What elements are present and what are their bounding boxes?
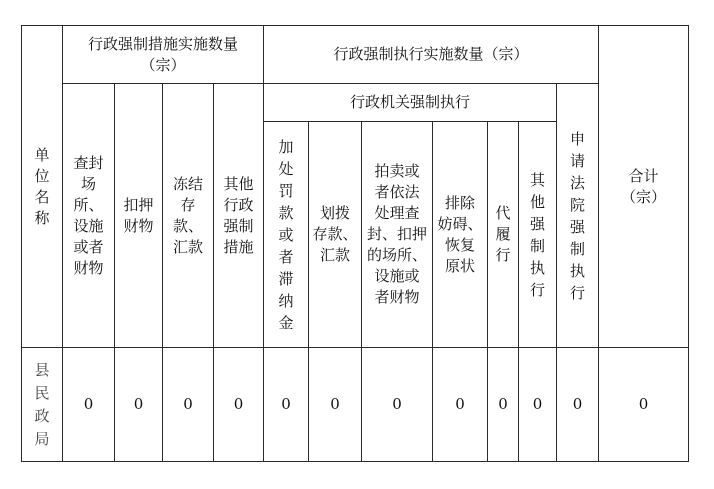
table-row [22, 348, 689, 462]
admin-col-fine: 加 处 罚 款 或 者 滞 纳 金 [264, 122, 309, 348]
value-admin-remove-obstruction: 0 [433, 348, 488, 462]
admin-col-substitute: 代 履 行 [488, 122, 519, 348]
measures-count-header: 行政强制措施实施数量 （宗） [63, 26, 264, 84]
header-row-1 [22, 26, 689, 84]
admin-col-other: 其 他 强 制 执 行 [519, 122, 557, 348]
value-measure-seal: 0 [63, 348, 115, 462]
admin-col-auction: 拍卖或 者依法 处理查 封、扣押 的场所、 设施或 者财物 [362, 122, 433, 348]
value-admin-transfer: 0 [309, 348, 362, 462]
value-measure-other: 0 [214, 348, 264, 462]
value-total: 0 [599, 348, 689, 462]
header-row-2 [22, 84, 689, 122]
measure-col-freeze: 冻结 存 款、 汇款 [163, 84, 214, 348]
unit-name-header: 单 位 名 称 [22, 26, 63, 348]
value-admin-auction: 0 [362, 348, 433, 462]
row-unit-name: 县 民 政 局 [22, 348, 63, 462]
value-court-execution: 0 [557, 348, 599, 462]
value-admin-fine: 0 [264, 348, 309, 462]
enforcement-stats-table [21, 25, 689, 462]
execution-count-header: 行政强制执行实施数量（宗） [264, 26, 599, 84]
value-admin-other: 0 [519, 348, 557, 462]
admin-execution-header: 行政机关强制执行 [264, 84, 557, 122]
total-header: 合计 （宗） [599, 26, 689, 348]
measure-col-detain: 扣押 财物 [115, 84, 163, 348]
admin-col-remove-obstruction: 排除 妨碍、 恢复 原状 [433, 122, 488, 348]
court-execution-header: 申 请 法 院 强 制 执 行 [557, 84, 599, 348]
value-measure-detain: 0 [115, 348, 163, 462]
measure-col-other: 其他 行政 强制 措施 [214, 84, 264, 348]
admin-col-transfer: 划拨 存款、 汇款 [309, 122, 362, 348]
value-admin-substitute: 0 [488, 348, 519, 462]
value-measure-freeze: 0 [163, 348, 214, 462]
measure-col-seal: 查封 场 所、 设施 或者 财物 [63, 84, 115, 348]
